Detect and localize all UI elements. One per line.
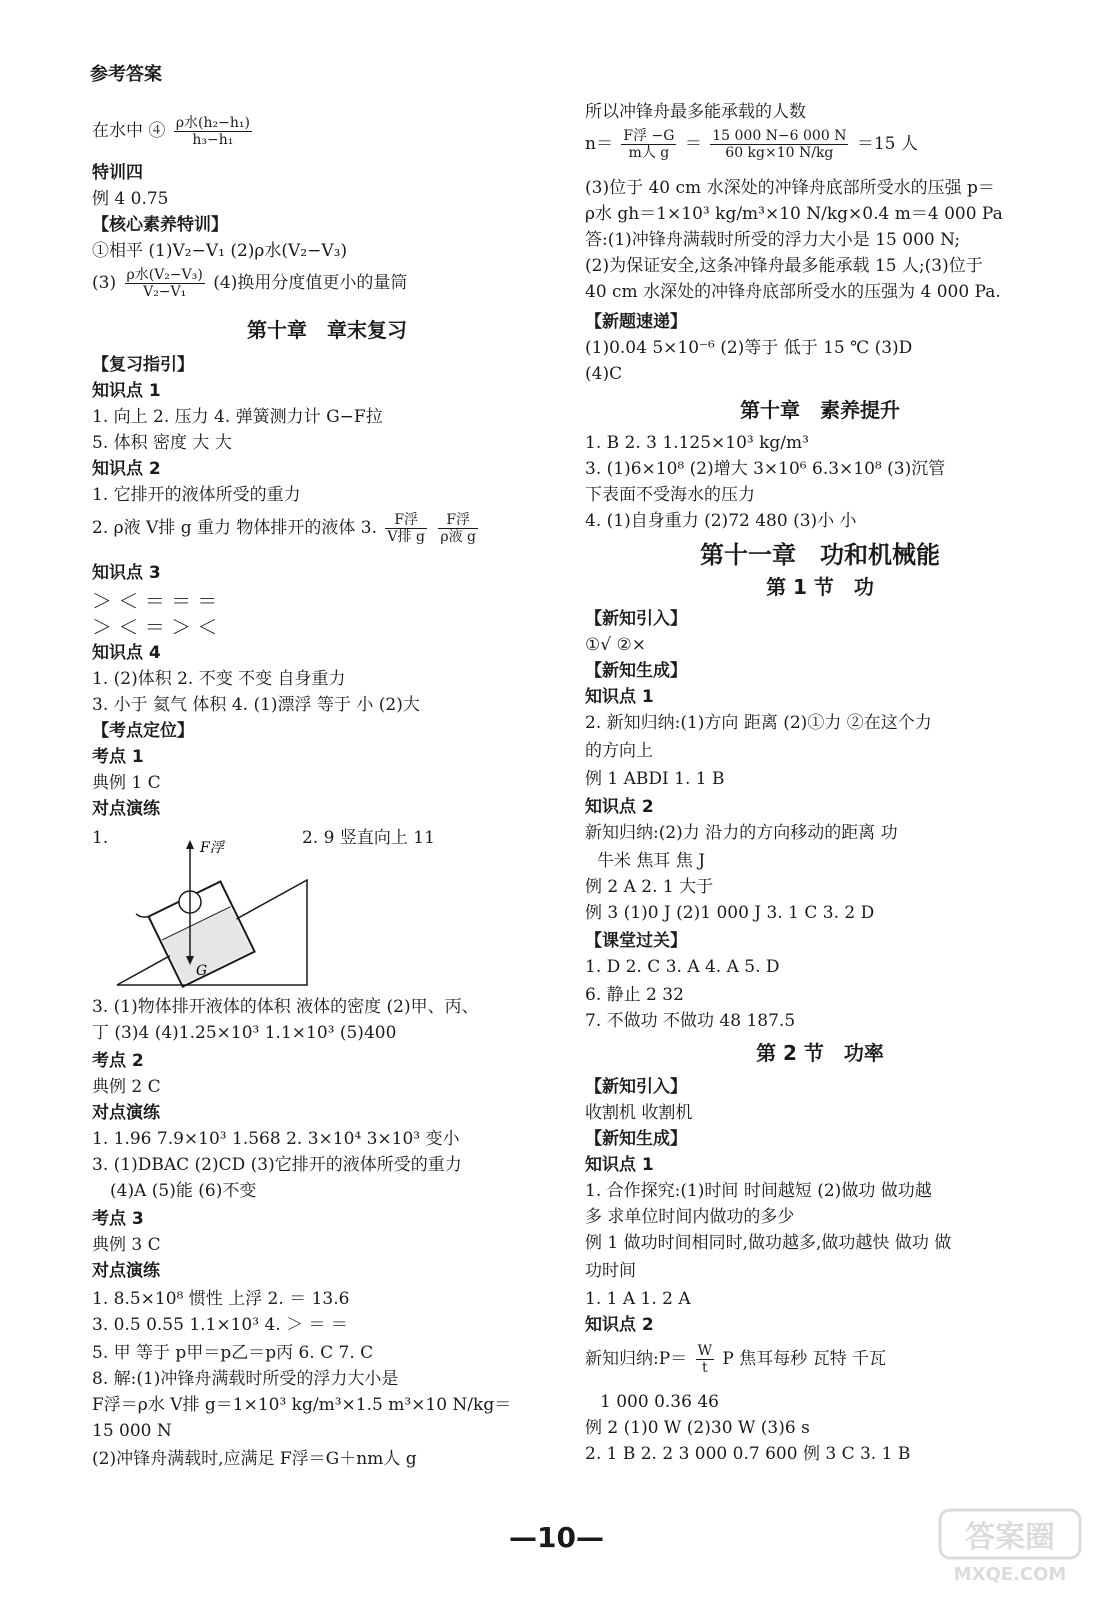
answer-line: ①√ ②× (585, 635, 646, 655)
answer-line: 2. 9 竖直向上 11 (302, 828, 435, 848)
practice-label: 对点演练 (92, 1261, 160, 1281)
answer-line: 2. 1 B 2. 2 3 000 0.7 600 例 3 C 3. 1 B (585, 1444, 911, 1464)
answer-line: 1. B 2. 3 1.125×10³ kg/m³ (585, 433, 809, 453)
knowledge-point: 知识点 2 (92, 459, 161, 479)
section-label: 【新知生成】 (585, 1129, 687, 1149)
answer-line: 例 3 (1)0 J (2)1 000 J 3. 1 C 3. 2 D (585, 903, 875, 923)
label-f-buoyancy: F浮 (200, 840, 224, 856)
section-label: 【课堂过关】 (585, 931, 687, 951)
section-label: 【考点定位】 (92, 721, 194, 741)
knowledge-point: 知识点 1 (585, 1155, 654, 1175)
answer-line: ①相平 (1)V₂−V₁ (2)ρ水(V₂−V₃) (92, 241, 348, 261)
page-header-title: 参考答案 (90, 64, 162, 85)
fraction: $\frac{W}{t}$ (697, 1343, 712, 1377)
knowledge-point: 知识点 2 (585, 1315, 654, 1335)
fraction: $\frac{\text{F浮}}{\text{ρ液 g}}$ (440, 512, 477, 546)
answer-line: F浮＝ρ水 V排 g＝1×10³ kg/m³×1.5 m³×10 N/kg＝ (92, 1395, 512, 1415)
section-label: 【新知引入】 (585, 609, 687, 629)
knowledge-point: 知识点 3 (92, 563, 161, 583)
buoyancy-arrowhead (186, 840, 194, 849)
answer-line: 收割机 收割机 (585, 1103, 693, 1123)
answer-line: 答:(1)冲锋舟满载时所受的浮力大小是 15 000 N; (585, 230, 961, 250)
answer-line: 2. ρ液 V排 g 重力 物体排开的液体 3. $\frac{\text{F浮}}{\text{V排 g}}$ $\frac{\text{F浮}}{\text{ρ液 g}}$ (92, 512, 477, 546)
answer-line: 在水中 ④ $\frac{\text{ρ水(h₂−h₁)}}{\text{h₃−h₁}}$ (92, 115, 250, 149)
watermark-logo (935, 1505, 1085, 1585)
answer-line: 4. (1)自身重力 (2)72 480 (3)小 小 (585, 511, 857, 531)
answer-line: 1. 合作探究:(1)时间 时间越短 (2)做功 做功越 (585, 1181, 932, 1201)
answer-line: 1. D 2. C 3. A 4. A 5. D (585, 957, 780, 977)
answer-line: 7. 不做功 不做功 48 187.5 (585, 1011, 796, 1031)
section-label: 【核心素养特训】 (92, 215, 228, 235)
answer-line: 1. 向上 2. 压力 4. 弹簧测力计 G−F拉 (92, 407, 383, 427)
label-gravity: G (196, 963, 208, 979)
answer-line: 1. 1 A 1. 2 A (585, 1289, 691, 1309)
practice-label: 对点演练 (92, 799, 160, 819)
section-label: 【新题速递】 (585, 312, 687, 332)
test-point: 考点 1 (92, 747, 144, 767)
section-heading: 第 1 节 功 (766, 575, 874, 599)
answer-line: 所以冲锋舟最多能承载的人数 (585, 102, 806, 122)
knowledge-point: 知识点 2 (585, 797, 654, 817)
answer-line: 的方向上 (585, 741, 653, 761)
answer-line: 例 2 (1)0 W (2)30 W (3)6 s (585, 1418, 810, 1438)
fraction: $\frac{15 000 N-6 000 N}{60 kg\times 10 N/kg}$ (712, 128, 847, 162)
answer-line: ρ水 gh＝1×10³ kg/m³×10 N/kg×0.4 m＝4 000 Pa (585, 204, 1003, 224)
answer-line: 典例 3 C (92, 1235, 161, 1255)
practice-label: 对点演练 (92, 1103, 160, 1123)
answer-line: 40 cm 水深处的冲锋舟底部所受水的压强为 4 000 Pa. (585, 282, 1001, 302)
knowledge-point: 知识点 1 (585, 687, 654, 707)
knowledge-point: 知识点 4 (92, 643, 161, 663)
answer-line: 1. 1.96 7.9×10³ 1.568 2. 3×10⁴ 3×10³ 变小 (92, 1129, 460, 1149)
answer-line: 1. 它排开的液体所受的重力 (92, 485, 301, 505)
page-number: —10— (509, 1521, 604, 1554)
answer-line: 2. 新知归纳:(1)方向 距离 (2)①力 ②在这个力 (585, 713, 932, 733)
answer-line: 下表面不受海水的压力 (585, 485, 755, 505)
section-label: 【复习指引】 (92, 355, 194, 375)
answer-line: 功时间 (585, 1261, 636, 1281)
answer-line: (3)位于 40 cm 水深处的冲锋舟底部所受水的压强 p＝ (585, 178, 995, 198)
answer-line: 多 求单位时间内做功的多少 (585, 1207, 795, 1227)
answer-line: ＞ ＜ ＝ ＝ ＝ (92, 589, 218, 613)
answer-line: 3. 小于 氦气 体积 4. (1)漂浮 等于 小 (2)大 (92, 695, 420, 715)
answer-line: 5. 体积 密度 大 大 (92, 433, 232, 453)
answer-line: 6. 静止 2 32 (585, 985, 684, 1005)
knowledge-point: 知识点 1 (92, 381, 161, 401)
section-heading: 第 2 节 功率 (756, 1041, 884, 1065)
chapter-heading: 第十章 章末复习 (247, 318, 407, 342)
chapter-title: 第十一章 功和机械能 (700, 541, 940, 569)
answer-line: 新知归纳:(2)力 沿力的方向移动的距离 功 (585, 823, 898, 843)
answer-line: n＝ $\frac{\text{F浮 −G}}{\text{m人 g}}$ ＝ $\frac{15 000 N-6 000 N}{60 kg\times 10 N/kg}$ ＝15 人 (585, 128, 918, 162)
answer-line: 3. 0.5 0.55 1.1×10³ 4. ＞ ＝ ＝ (92, 1315, 348, 1335)
test-point: 考点 2 (92, 1051, 144, 1071)
answer-line: (2)冲锋舟满载时,应满足 F浮＝G＋nm人 g (92, 1449, 417, 1469)
answer-line: 例 4 0.75 (92, 189, 169, 209)
answer-line: 1 000 0.36 46 (600, 1392, 719, 1412)
answer-line: 1. 8.5×10⁸ 惯性 上浮 2. ＝ 13.6 (92, 1289, 350, 1309)
answer-line: 3. (1)6×10⁸ (2)增大 3×10⁶ 6.3×10⁸ (3)沉管 (585, 459, 946, 479)
answer-line: 典例 2 C (92, 1077, 161, 1097)
answer-line: 1. (92, 828, 109, 848)
answer-line: 8. 解:(1)冲锋舟满载时所受的浮力大小是 (92, 1369, 399, 1389)
answer-line: 典例 1 C (92, 773, 161, 793)
answer-line: 1. (2)体积 2. 不变 不变 自身重力 (92, 669, 346, 689)
beaker-on-incline-diagram (112, 840, 312, 990)
answer-line: 3. (1)DBAC (2)CD (3)它排开的液体所受的重力 (92, 1155, 462, 1175)
answer-line: 3. (1)物体排开液体的体积 液体的密度 (2)甲、丙、 (92, 997, 479, 1017)
answer-line: 15 000 N (92, 1421, 172, 1441)
section-label: 【新知生成】 (585, 661, 687, 681)
answer-line: ＞ ＜ ＝ ＞ ＜ (92, 615, 218, 639)
chapter-heading: 第十章 素养提升 (740, 398, 900, 422)
watermark-logo-text: 答案圈 (965, 1520, 1055, 1555)
answer-line: (3) $\frac{\text{ρ水(V₂−V₃)}}{\text{V₂−V₁}}$ (4)换用分度值更小的量筒 (92, 267, 408, 301)
watermark-text: MXQE.COM (953, 1564, 1067, 1585)
section-label: 【新知引入】 (585, 1077, 687, 1097)
answer-line: 丁 (3)4 (4)1.25×10³ 1.1×10³ (5)400 (92, 1023, 397, 1043)
answer-line: (2)为保证安全,这条冲锋舟最多能承载 15 人;(3)位于 (585, 256, 983, 276)
fraction: $\frac{\text{F浮 −G}}{\text{m人 g}}$ (623, 128, 675, 162)
fraction: $\frac{\text{ρ水(V₂−V₃)}}{\text{V₂−V₁}}$ (126, 267, 203, 301)
answer-line: (4)C (585, 364, 623, 384)
test-point: 考点 3 (92, 1209, 144, 1229)
answer-line: 例 1 ABDI 1. 1 B (585, 769, 725, 789)
answer-line: (4)A (5)能 (6)不变 (110, 1181, 257, 1201)
fraction: $\frac{\text{ρ水(h₂−h₁)}}{\text{h₃−h₁}}$ (175, 115, 250, 149)
fraction: $\frac{\text{F浮}}{\text{V排 g}}$ (387, 512, 425, 546)
section-label: 特训四 (92, 163, 143, 183)
answer-line: (1)0.04 5×10⁻⁶ (2)等于 低于 15 ℃ (3)D (585, 338, 913, 358)
answer-line: 例 1 做功时间相同时,做功越多,做功越快 做功 做 (585, 1233, 952, 1253)
answer-line: 牛米 焦耳 焦 J (597, 851, 706, 871)
answer-line: 例 2 A 2. 1 大于 (585, 877, 714, 897)
answer-line: 新知归纳:P＝ $\frac{W}{t}$ P 焦耳每秒 瓦特 千瓦 (585, 1343, 887, 1377)
answer-line: 5. 甲 等于 p甲＝p乙＝p丙 6. C 7. C (92, 1343, 374, 1363)
